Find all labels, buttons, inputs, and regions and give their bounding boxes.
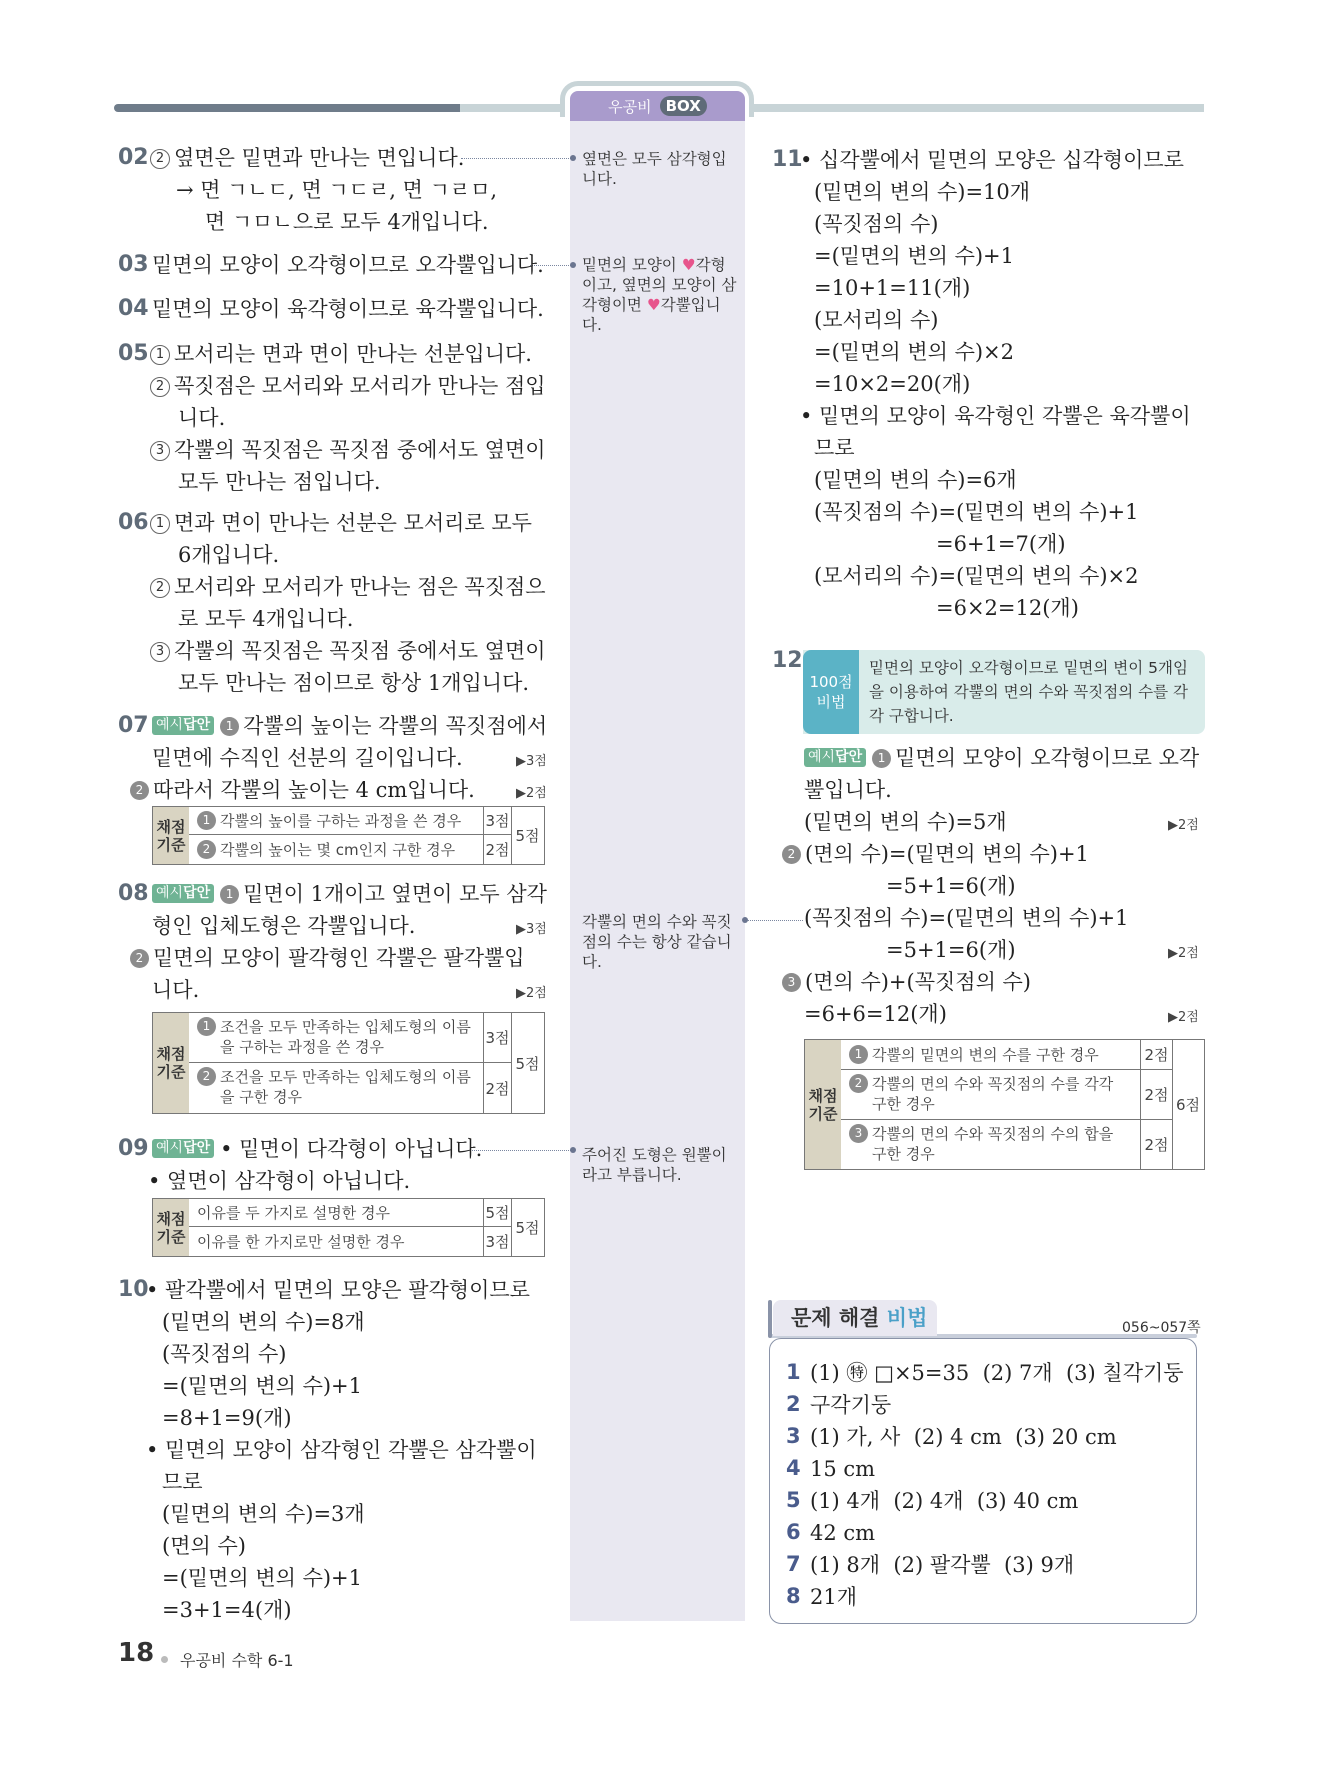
q10-line-3: (꼭짓점의 수) (162, 1342, 287, 1366)
q11-line-13: =6+1=7(개) (936, 532, 1066, 556)
q04-line-1: 밑면의 모양이 육각형이므로 육각뿔입니다. (152, 297, 544, 321)
solution-text: (1) 4개 (2) 4개 (3) 40 cm (810, 1489, 1079, 1513)
q11-line-14: (모서리의 수)=(밑면의 변의 수)×2 (814, 564, 1139, 588)
scoring-total: 6점 (1172, 1040, 1203, 1169)
note2-c: 각뿔입니다. (582, 296, 721, 334)
q11-line-12: (꼭짓점의 수)=(밑면의 변의 수)+1 (814, 500, 1139, 524)
problem-number: 09 (118, 1136, 149, 1161)
q12-line-5: =5+1=6(개) (886, 874, 1016, 898)
q12-line-7: =5+1=6(개) (886, 938, 1016, 962)
q05-line-3: 니다. (178, 406, 226, 430)
scoring-row: 이유를 한 가지로만 설명한 경우 (197, 1232, 405, 1251)
q12-line-4: 2 (면의 수)=(밑면의 변의 수)+1 (782, 839, 1089, 869)
q10-line-7: 므로 (162, 1470, 203, 1494)
example-answer-badge: 예시답안 (804, 748, 866, 767)
scoring-points: 5점 (483, 1199, 511, 1227)
scoring-table-head: 채점 기준 (153, 807, 189, 864)
q05-line-5: 모두 만나는 점입니다. (178, 470, 381, 494)
solution-number: 6 (786, 1520, 801, 1544)
q06-line-1: 1 면과 면이 만나는 선분은 모서리로 모두 (150, 508, 532, 538)
q12-line-3: (밑면의 변의 수)=5개 (804, 810, 1007, 834)
q11-line-10: 므로 (814, 436, 855, 460)
points-label: ▶2점 (1168, 818, 1199, 833)
problem-number: 06 (118, 510, 149, 535)
top-rule-dark (114, 104, 460, 112)
problem-number: 03 (118, 252, 149, 277)
box-note-1: 옆면은 모두 삼각형입니다. (582, 150, 727, 188)
box-column (570, 121, 745, 1621)
q02-line-3: 면 ㄱㅁㄴ으로 모두 4개입니다. (205, 210, 489, 234)
leader-dot (742, 917, 748, 923)
solution-number: 5 (786, 1488, 801, 1512)
book-title: 우공비 수학 6-1 (180, 1651, 294, 1670)
problem-number: 05 (118, 341, 149, 366)
footer-dot (161, 1656, 168, 1663)
box-note-4: 주어진 도형은 원뿔이라고 부릅니다. (582, 1146, 727, 1184)
q05-line-2: 2 꼭짓점은 모서리와 모서리가 만나는 점입 (150, 371, 546, 401)
q05-line-4: 3 각뿔의 꼭짓점은 꼭짓점 중에서도 옆면이 (150, 435, 546, 465)
problem-number: 11 (772, 147, 803, 172)
q12-line-9: =6+6=12(개) (804, 1002, 947, 1026)
q02-line-1: 2 옆면은 밑면과 만나는 면입니다. (150, 143, 464, 173)
q10-line-1: • 팔각뿔에서 밑면의 모양은 팔각형이므로 (146, 1278, 530, 1302)
scoring-table-q09 (152, 1198, 545, 1257)
points-label: ▶2점 (516, 986, 547, 1001)
note2-a: 밑면의 모양이 (582, 256, 682, 274)
problem-number: 10 (118, 1277, 149, 1302)
box-tab-prefix: 우공비 (608, 97, 652, 116)
scoring-points: 3점 (483, 1227, 511, 1256)
scoring-row: 2 조건을 모두 만족하는 입체도형의 이름 을 구한 경우 (189, 1063, 483, 1113)
tip-text: 밑면의 모양이 오각형이므로 밑면의 변이 5개임을 이용하여 각뿔의 면의 수와 꼭짓점의 수를 각각 구합니다. (869, 659, 1188, 725)
problem-number: 08 (118, 881, 149, 906)
leader-dot (570, 1147, 576, 1153)
q12-line-2: 뿔입니다. (804, 778, 892, 802)
q09-line-1: 예시답안 • 밑면이 다각형이 아닙니다. (152, 1134, 482, 1164)
leader-line (745, 920, 803, 921)
example-answer-badge: 예시답안 (152, 716, 214, 735)
solution-number: 3 (786, 1424, 801, 1448)
q06-line-4: 로 모두 4개입니다. (178, 607, 354, 631)
q10-line-6: • 밑면의 모양이 삼각형인 각뿔은 삼각뿔이 (146, 1438, 537, 1462)
solution-text: 21개 (810, 1585, 858, 1609)
q03-line-1: 밑면의 모양이 오각형이므로 오각뿔입니다. (152, 253, 544, 277)
q10-line-5: =8+1=9(개) (162, 1406, 292, 1430)
leader-line (461, 158, 573, 159)
box-tab-badge: BOX (660, 96, 707, 116)
q08-line-1: 예시답안 1 밑면이 1개이고 옆면이 모두 삼각 (152, 879, 547, 909)
scoring-table-head: 채점 기준 (153, 1199, 189, 1256)
circled-2: 2 (150, 149, 170, 169)
scoring-points: 3점 (483, 1013, 511, 1063)
points-label: ▶3점 (516, 754, 547, 769)
solution-box-title: 문제 해결 비법 (773, 1300, 937, 1336)
example-answer-badge: 예시답안 (152, 1139, 214, 1158)
scoring-total: 5점 (511, 807, 543, 864)
solution-number: 7 (786, 1552, 801, 1576)
q08-line-4: 니다. (152, 978, 200, 1002)
scoring-table-head: 채점 기준 (805, 1040, 841, 1169)
solution-number: 2 (786, 1392, 801, 1416)
scoring-total: 5점 (511, 1199, 543, 1256)
problem-number: 02 (118, 145, 149, 170)
solution-text: (1) ㊕ □×5=35 (2) 7개 (3) 칠각기둥 (810, 1361, 1184, 1385)
solution-number: 1 (786, 1360, 801, 1384)
q12-line-1: 예시답안 1 밑면의 모양이 오각형이므로 오각 (804, 743, 1199, 773)
scoring-row: 2 각뿔의 면의 수와 꼭짓점의 수를 각각 구한 경우 (841, 1070, 1140, 1120)
scoring-row: 1 각뿔의 밑면의 변의 수를 구한 경우 (841, 1040, 1140, 1070)
q11-line-11: (밑면의 변의 수)=6개 (814, 468, 1017, 492)
q11-line-7: =(밑면의 변의 수)×2 (814, 340, 1015, 364)
scoring-table-q12 (804, 1039, 1205, 1170)
scoring-points: 2점 (1140, 1070, 1172, 1120)
example-answer-badge: 예시답안 (152, 884, 214, 903)
scoring-points: 2점 (1140, 1120, 1172, 1169)
scoring-row: 2 각뿔의 높이는 몇 cm인지 구한 경우 (189, 835, 483, 864)
scoring-row: 1 각뿔의 높이를 구하는 과정을 쓴 경우 (189, 807, 483, 835)
q06-line-5: 3 각뿔의 꼭짓점은 꼭짓점 중에서도 옆면이 (150, 636, 546, 666)
leader-dot (570, 262, 576, 268)
solution-number: 4 (786, 1456, 801, 1480)
box-note-2 (582, 255, 738, 335)
q06-line-3: 2 모서리와 모서리가 만나는 점은 꼭짓점으 (150, 572, 546, 602)
q07-line-3: 2 따라서 각뿔의 높이는 4 cm입니다. (130, 775, 475, 805)
scoring-points: 3점 (483, 807, 511, 835)
q11-line-3: (꼭짓점의 수) (814, 212, 939, 236)
q06-line-6: 모두 만나는 점이므로 항상 1개입니다. (178, 671, 530, 695)
q10-line-2: (밑면의 변의 수)=8개 (162, 1310, 365, 1334)
tip-badge: 100점 비법 (803, 650, 859, 734)
q12-line-6: (꼭짓점의 수)=(밑면의 변의 수)+1 (804, 906, 1129, 930)
q07-line-2: 밑면에 수직인 선분의 길이입니다. (152, 746, 463, 770)
box-note-3: 각뿔의 면의 수와 꼭짓점의 수는 항상 같습니다. (582, 913, 732, 971)
note2-b: 각형이고, 옆면의 모양이 삼각형이면 (582, 256, 737, 314)
q11-line-15: =6×2=12(개) (936, 596, 1079, 620)
scoring-row: 이유를 두 가지로 설명한 경우 (189, 1199, 483, 1227)
q11-line-5: =10+1=11(개) (814, 276, 971, 300)
points-label: ▶3점 (516, 922, 547, 937)
scoring-row: 1 조건을 모두 만족하는 입체도형의 이름 을 구하는 과정을 쓴 경우 (189, 1013, 483, 1063)
scoring-total: 5점 (511, 1013, 543, 1113)
points-label: ▶2점 (516, 786, 547, 801)
solution-pages: 056~057쪽 (1122, 1320, 1201, 1336)
q08-line-3: 2 밑면의 모양이 팔각형인 각뿔은 팔각뿔입 (130, 943, 525, 973)
solution-text: 42 cm (810, 1521, 876, 1545)
q11-line-2: (밑면의 변의 수)=10개 (814, 180, 1031, 204)
solution-number: 8 (786, 1584, 801, 1608)
problem-number: 12 (772, 648, 803, 673)
solution-tab-stem (768, 1300, 772, 1338)
scoring-table-head: 채점 기준 (153, 1013, 189, 1113)
solution-text: (1) 8개 (2) 팔각뿔 (3) 9개 (810, 1553, 1075, 1577)
q06-line-2: 6개입니다. (178, 543, 280, 567)
q02-line-2: → 면 ㄱㄴㄷ, 면 ㄱㄷㄹ, 면 ㄱㄹㅁ, (176, 178, 498, 202)
box-tab (570, 91, 745, 121)
points-label: ▶2점 (1168, 1010, 1199, 1025)
scoring-points: 2점 (483, 835, 511, 864)
q11-line-8: =10×2=20(개) (814, 372, 971, 396)
page-number: 18 (118, 1638, 155, 1668)
problem-number: 04 (118, 296, 149, 321)
scoring-points: 2점 (483, 1063, 511, 1113)
q10-line-9: (면의 수) (162, 1534, 246, 1558)
q10-line-4: =(밑면의 변의 수)+1 (162, 1374, 363, 1398)
q11-line-9: • 밑면의 모양이 육각형인 각뿔은 육각뿔이 (800, 404, 1191, 428)
q10-line-8: (밑면의 변의 수)=3개 (162, 1502, 365, 1526)
solution-text: 구각기둥 (810, 1393, 892, 1417)
q12-line-8: 3 (면의 수)+(꼭짓점의 수) (782, 967, 1031, 997)
leader-line (470, 1150, 573, 1151)
q05-line-1: 1 모서리는 면과 면이 만나는 선분입니다. (150, 339, 532, 369)
leader-dot (570, 155, 576, 161)
solution-text: 15 cm (810, 1457, 876, 1481)
q11-line-6: (모서리의 수) (814, 308, 939, 332)
q10-line-11: =3+1=4(개) (162, 1598, 292, 1622)
heart-icon: ♥ (646, 296, 661, 314)
scoring-table-q07 (152, 806, 545, 865)
q10-line-10: =(밑면의 변의 수)+1 (162, 1566, 363, 1590)
q11-line-4: =(밑면의 변의 수)+1 (814, 244, 1015, 268)
points-label: ▶2점 (1168, 946, 1199, 961)
problem-number: 07 (118, 713, 149, 738)
scoring-row: 3 각뿔의 면의 수와 꼭짓점의 수의 합을 구한 경우 (841, 1120, 1140, 1169)
q09-line-2: • 옆면이 삼각형이 아닙니다. (148, 1169, 411, 1193)
q07-line-1: 예시답안 1 각뿔의 높이는 각뿔의 꼭짓점에서 (152, 711, 547, 741)
scoring-table-q08 (152, 1012, 545, 1114)
q08-line-2: 형인 입체도형은 각뿔입니다. (152, 914, 416, 938)
solution-text: (1) 가, 사 (2) 4 cm (3) 20 cm (810, 1425, 1117, 1449)
heart-icon: ♥ (681, 256, 696, 274)
q11-line-1: • 십각뿔에서 밑면의 모양은 십각형이므로 (800, 148, 1184, 172)
scoring-points: 2점 (1140, 1040, 1172, 1070)
